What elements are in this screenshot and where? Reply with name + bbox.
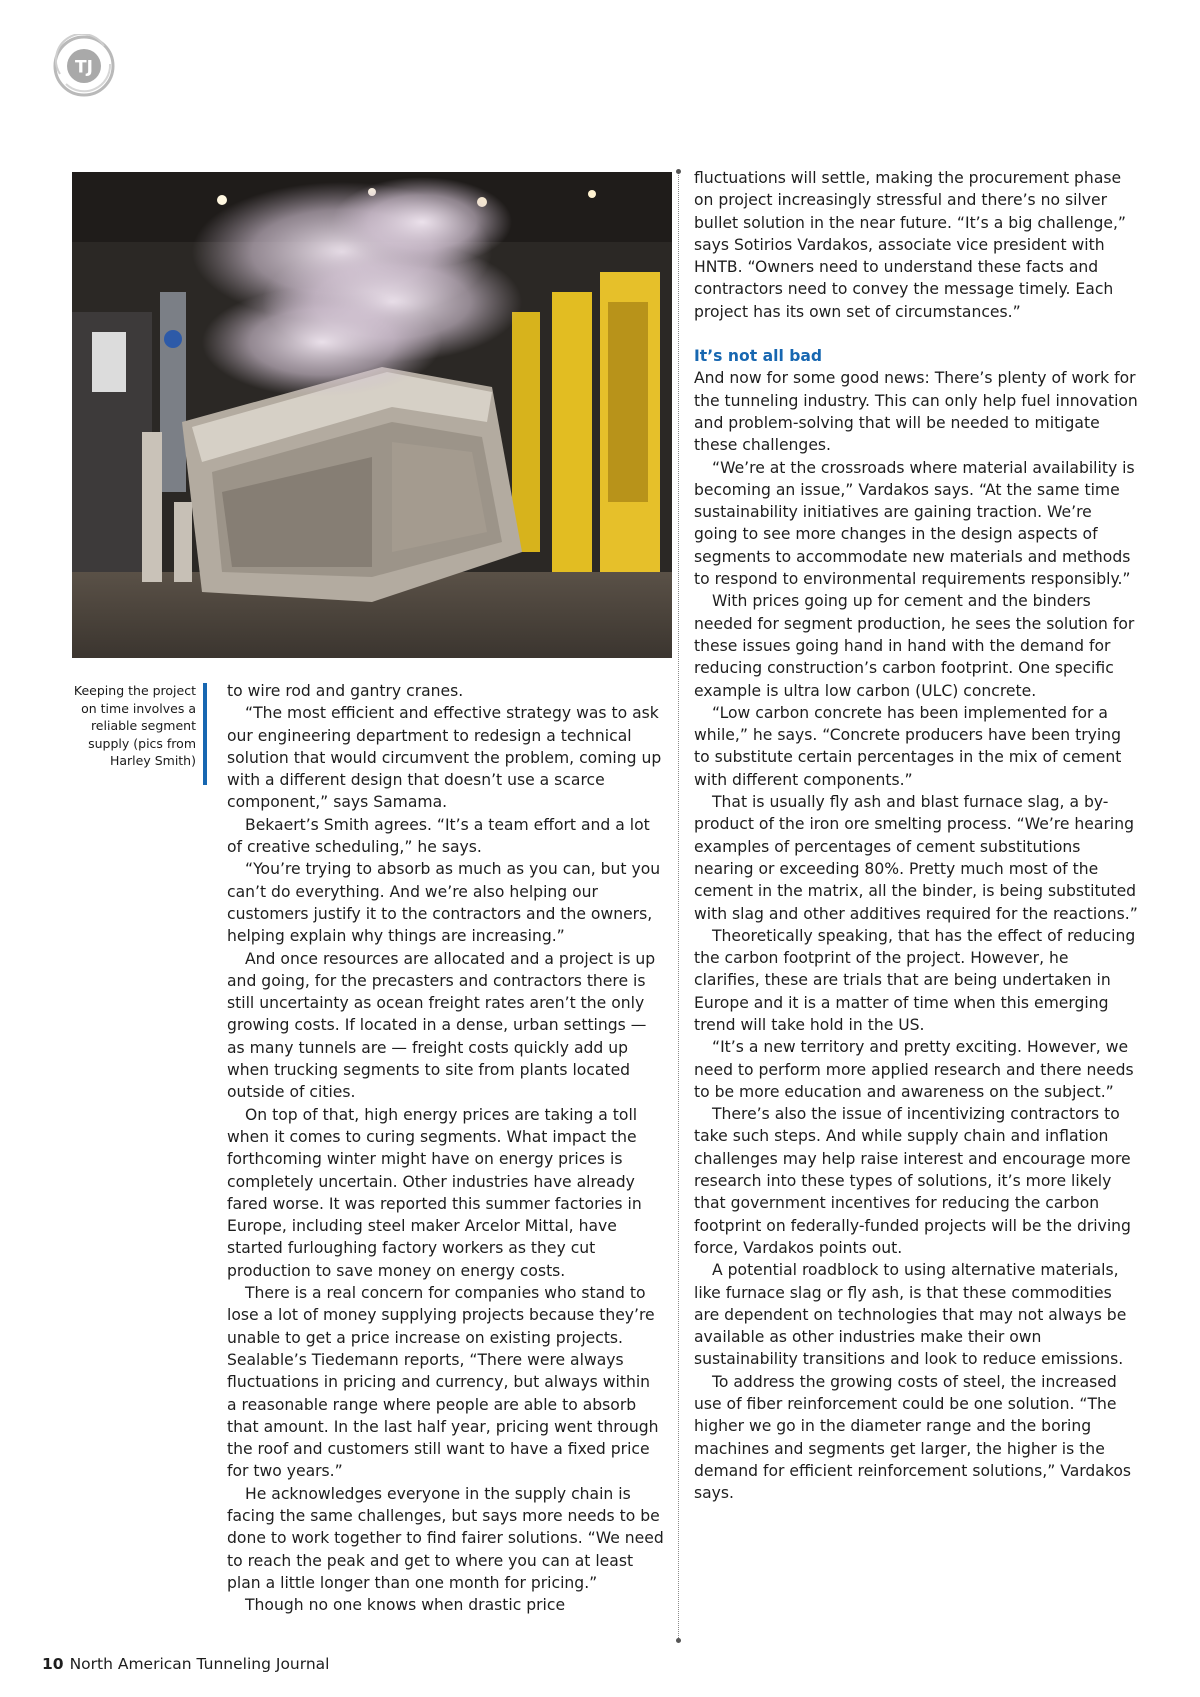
tj-logo <box>52 34 116 98</box>
photo-illustration <box>72 172 672 658</box>
article-column-middle <box>227 680 664 1616</box>
paragraph: “We’re at the crossroads where material availability is becoming an issue,” Vardakos says. “At the same time sustainability initiatives are gaining traction. We’re going to see more changes in the design aspects of segments to accommodate new materials and methods to respond to environmental requirements responsibly.” <box>694 458 1135 589</box>
section-subhead: It’s not all bad <box>694 347 823 366</box>
paragraph: There’s also the issue of incentivizing contractors to take such steps. And while supply chain and inflation challenges may help raise interest and encourage more research into these types of solutions, it’s more likely that government incentives for reducing the carbon footprint on federally-funded projects will be the driving force, Vardakos points out. <box>694 1105 1131 1257</box>
paragraph: And now for some good news: There’s plenty of work for the tunneling industry. This can only help fuel innovation and problem-solving that will be needed to mitigate these challenges. <box>694 369 1138 455</box>
paragraph: to wire rod and gantry cranes. <box>227 682 464 700</box>
paragraph: “You’re trying to absorb as much as you can, but you can’t do everything. And we’re also helping our customers justify it to the contractors and the owners, helping explain why things are increasing.” <box>227 860 661 946</box>
article-column-right <box>694 167 1138 1505</box>
paragraph: “The most efficient and effective strategy was to ask our engineering department to redesign a technical solution that would circumvent the problem, coming up with a different design that doesn’t use a scarce component,” says Samama. <box>227 704 662 812</box>
paragraph: That is usually fly ash and blast furnace slag, a by-product of the iron ore smelting process. “We’re hearing examples of percentages of cement substitutions nearing or exceeding 80%. Pretty much most of the cement in the matrix, all the binder, is being substituted with slag and other additives required for the reactions.” <box>694 793 1138 923</box>
page-number: 10 <box>42 1655 64 1673</box>
tj-logo-text: TJ <box>75 57 93 78</box>
caption-accent-bar <box>203 683 207 785</box>
column-divider <box>678 172 679 1640</box>
paragraph: “It’s a new territory and pretty exciting. However, we need to perform more applied research and there needs to be more education and awareness on the subject.” <box>694 1038 1134 1101</box>
publication-name: North American Tunneling Journal <box>69 1655 330 1673</box>
paragraph: Bekaert’s Smith agrees. “It’s a team effort and a lot of creative scheduling,” he says. <box>227 815 650 857</box>
paragraph: Though no one knows when drastic price <box>245 1596 566 1615</box>
paragraph: fluctuations will settle, making the procurement phase on project increasingly stressful and there’s no silver bullet solution in the near future. “It’s a big challenge,” says Sotirios Vardakos, associate vice president with HNTB. “Owners need to understand these facts and contractors need to convey the message timely. Each project has its own set of circumstances.” <box>694 169 1126 321</box>
page-footer <box>42 1655 329 1673</box>
paragraph: And once resources are allocated and a project is up and going, for the precasters and contractors there is still uncertainty as ocean freight rates aren’t the only growing costs. If located in a dense, urban settings — as many tunnels are — freight costs quickly add up when trucking segments to site from plants located outside of cities. <box>227 949 656 1102</box>
paragraph: A potential roadblock to using alternative materials, like furnace slag or fly ash, is that these commodities are dependent on technologies that may not always be available as other industries make their own sustainability transitions and look to reduce emissions. <box>694 1261 1127 1369</box>
paragraph: To address the growing costs of steel, the increased use of fiber reinforcement could be one solution. “The higher we go in the diameter range and the boring machines and segments get larger, the higher is the demand for efficient reinforcement solutions,” Vardakos says. <box>694 1372 1131 1503</box>
section-gap <box>694 323 1138 345</box>
photo-caption: Keeping the project on time involves a reliable segment supply (pics from Harley Smith) <box>73 683 196 768</box>
paragraph: He acknowledges everyone in the supply chain is facing the same challenges, but says more needs to be done to work together to find fairer solutions. “We need to reach the peak and get to where you can at least plan a little longer than one month for pricing.” <box>227 1484 664 1592</box>
paragraph: There is a real concern for companies who stand to lose a lot of money supplying projects because they’re unable to get a price increase on existing projects. Sealable’s Tiedemann reports, “There were always fluctuations in pricing and currency, but always within a reasonable range where people are able to absorb that amount. In the last half year, pricing went through the roof and customers still want to have a fixed price for two years.” <box>227 1284 659 1481</box>
paragraph: On top of that, high energy prices are taking a toll when it comes to curing segments. What impact the forthcoming winter might have on energy prices is completely uncertain. Other industries have already fared worse. It was reported this summer factories in Europe, including steel maker Arcelor Mittal, have started furloughing factory workers as they cut production to save money on energy costs. <box>227 1105 642 1280</box>
paragraph: Theoretically speaking, that has the effect of reducing the carbon footprint of the project. However, he clarifies, these are trials that are being undertaken in Europe and it is a matter of time when this emerging trend will take hold in the US. <box>694 926 1136 1034</box>
segment-mold-photo <box>72 172 672 658</box>
paragraph: “Low carbon concrete has been implemented for a while,” he says. “Concrete producers have been trying to substitute certain percentages in the mix of cement with different components.” <box>694 703 1122 789</box>
paragraph: With prices going up for cement and the binders needed for segment production, he sees the solution for these issues going hand in hand with the demand for reducing construction’s carbon footprint. One specific example is ultra low carbon (ULC) concrete. <box>694 592 1135 700</box>
